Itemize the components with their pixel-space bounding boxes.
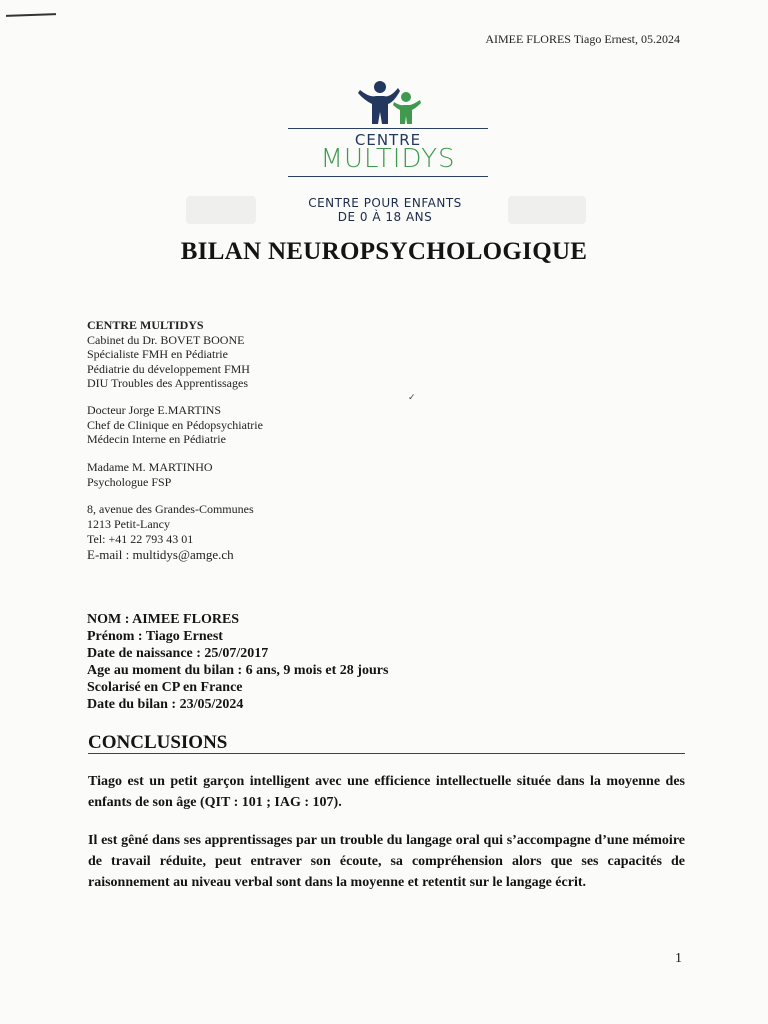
scan-dot: ✓: [408, 392, 416, 402]
header-patient-ref: AIMEE FLORES Tiago Ernest, 05.2024: [485, 32, 680, 46]
doctor-line: Chef de Clinique en Pédopsychiatrie: [87, 417, 263, 432]
tagline-line-2: DE 0 À 18 ANS: [337, 210, 433, 224]
scan-mark: [6, 13, 56, 17]
doctor-line: Médecin Interne en Pédiatrie: [87, 432, 226, 446]
tagline-line-1: CENTRE POUR ENFANTS: [308, 196, 462, 210]
address-line: 1213 Petit-Lancy: [87, 517, 170, 531]
logo-rule-bottom: [288, 176, 488, 177]
address-line: 8, avenue des Grandes-Communes: [87, 502, 254, 516]
page-number: 1: [675, 951, 682, 966]
patient-line: Date de naissance : 25/07/2017: [87, 646, 269, 661]
patient-line: NOM : AIMEE FLORES: [87, 612, 240, 627]
centre-multidys-logo: [288, 80, 488, 180]
patient-line: Age au moment du bilan : 6 ans, 9 mois et 28 jours: [87, 663, 389, 678]
conclusion-paragraph: Il est gêné dans ses apprentissages par un trouble du langage oral qui s’accompagne d’une mémoire de travail réduite, peut entraver son écoute, sa compréhension alors que ses capacités de raisonnement au niveau verbal sont dans la moyenne et retentit sur le langage écrit.: [88, 833, 685, 890]
email-line: E-mail : multidys@amge.ch: [87, 547, 234, 562]
doctor-block: [87, 403, 263, 447]
conclusions-heading: CONCLUSIONS: [88, 732, 228, 753]
address-line: Tel: +41 22 793 43 01: [87, 532, 194, 546]
clinic-line: Spécialiste FMH en Pédiatrie: [87, 347, 228, 361]
patient-line: Prénom : Tiago Ernest: [87, 629, 223, 644]
clinic-block: [87, 318, 250, 391]
patient-line: Scolarisé en CP en France: [87, 680, 243, 695]
conclusion-paragraph: Tiago est un petit garçon intelligent avec une efficience intellectuelle située dans la moyenne des enfants de son âge (QIT : 101 ; IAG : 107).: [88, 774, 685, 810]
clinic-name: CENTRE MULTIDYS: [87, 318, 204, 332]
logo-rule-top: [288, 128, 488, 129]
clinic-line: Pédiatrie du développement FMH: [87, 361, 250, 376]
patient-info: [87, 611, 388, 713]
two-children-figures-icon: [348, 80, 428, 128]
patient-line: Date du bilan : 23/05/2024: [87, 697, 244, 712]
conclusions-rule: [88, 753, 685, 754]
clinic-line: DIU Troubles des Apprentissages: [87, 376, 248, 390]
psychologist-line: Madame M. MARTINHO: [87, 460, 213, 474]
clinic-line: Cabinet du Dr. BOVET BOONE: [87, 332, 245, 347]
tagline: [240, 196, 530, 224]
logo-centre-text: CENTRE: [354, 131, 422, 149]
document-title: BILAN NEUROPSYCHOLOGIQUE: [180, 238, 588, 265]
logo-multidys-text: MULTIDYS: [320, 144, 456, 174]
psychologist-line: Psychologue FSP: [87, 474, 172, 489]
address-block: [87, 502, 254, 562]
doctor-line: Docteur Jorge E.MARTINS: [87, 403, 222, 417]
psychologist-block: [87, 460, 213, 489]
